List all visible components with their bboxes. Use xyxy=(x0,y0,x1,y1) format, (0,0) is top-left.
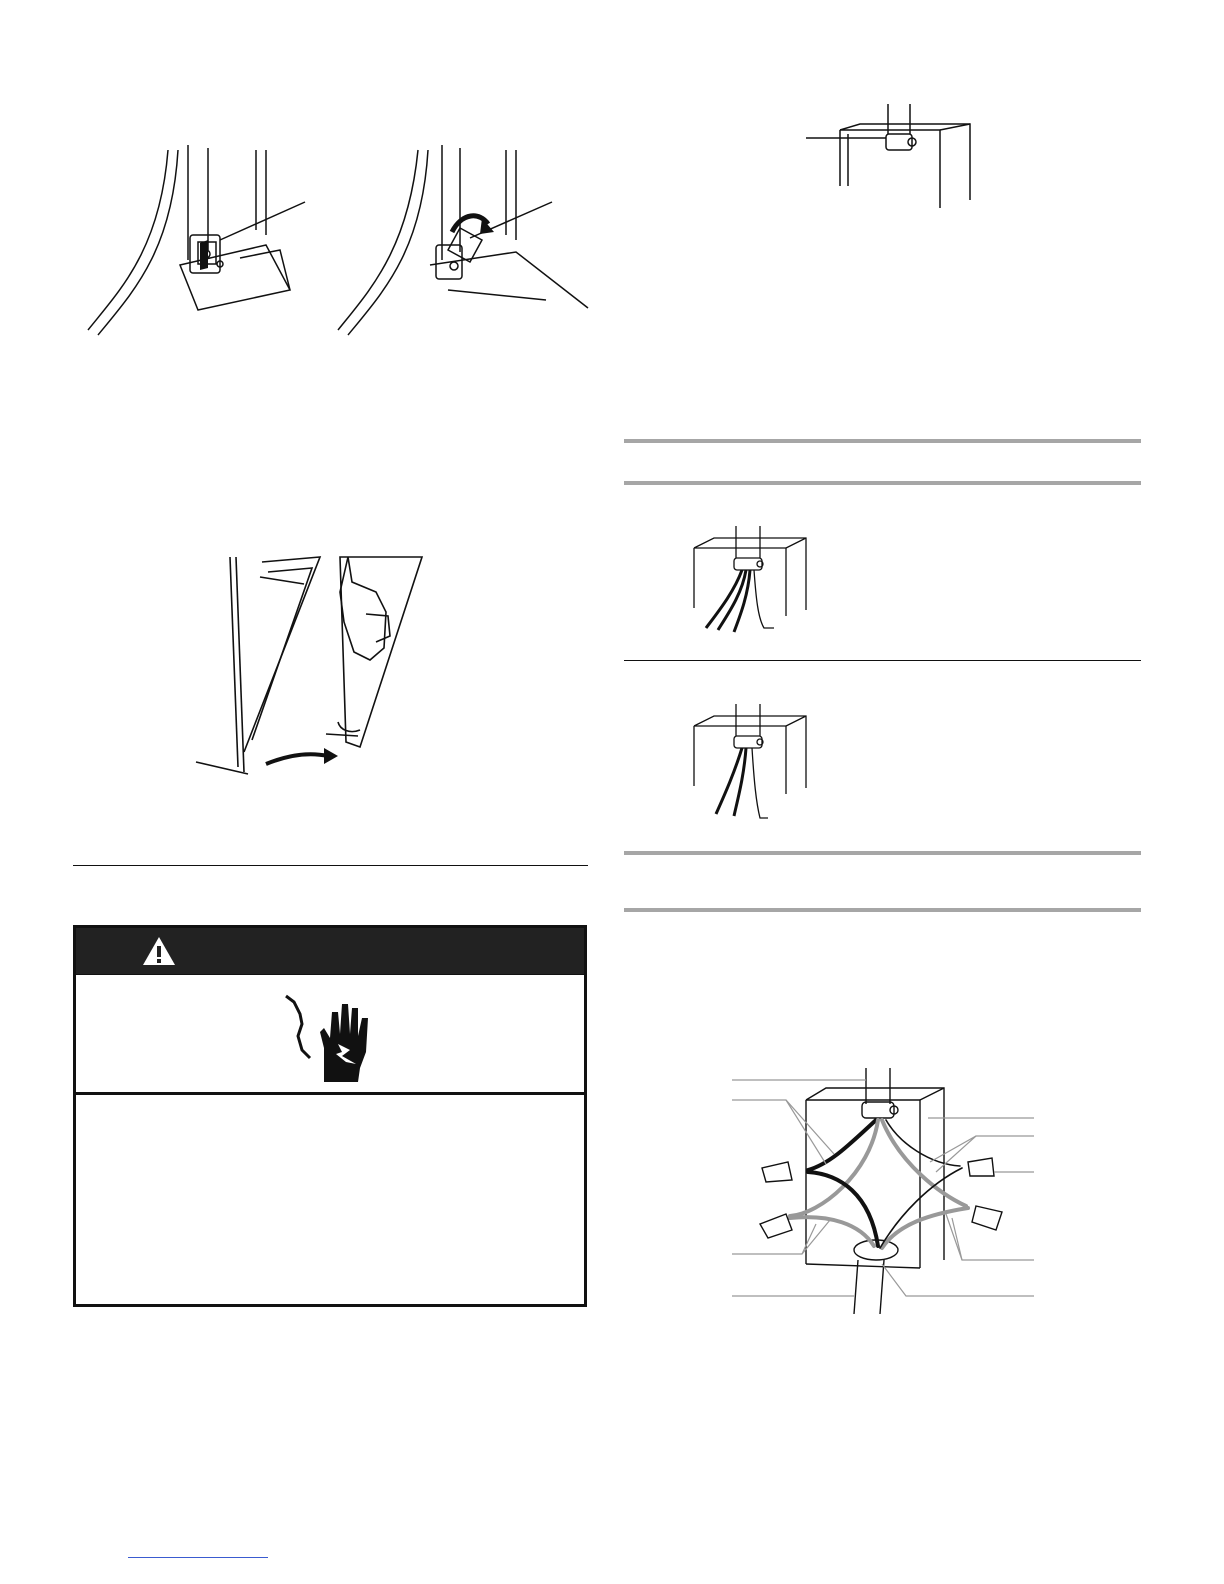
electrical-shock-hand-icon xyxy=(280,992,376,1084)
three-wire-cable-illustration xyxy=(686,700,816,825)
door-removal-illustration xyxy=(190,552,430,782)
door-latch-locked-illustration xyxy=(80,140,320,340)
section-divider xyxy=(73,865,588,866)
link-underline[interactable] xyxy=(128,1557,268,1558)
warning-triangle-icon xyxy=(142,936,176,966)
section-rule xyxy=(624,439,1141,443)
four-wire-cable-illustration xyxy=(686,522,816,637)
section-rule xyxy=(624,908,1141,912)
warning-box xyxy=(73,925,587,1307)
conduit-junction-box-illustration xyxy=(800,100,990,210)
section-rule xyxy=(624,851,1141,855)
warning-divider xyxy=(76,1092,584,1095)
section-rule xyxy=(624,481,1141,485)
door-latch-unlocked-illustration xyxy=(330,140,590,340)
section-divider xyxy=(624,660,1141,661)
wire-connection-illustration xyxy=(730,1064,1040,1314)
warning-divider xyxy=(76,974,584,975)
warning-header xyxy=(76,928,584,974)
